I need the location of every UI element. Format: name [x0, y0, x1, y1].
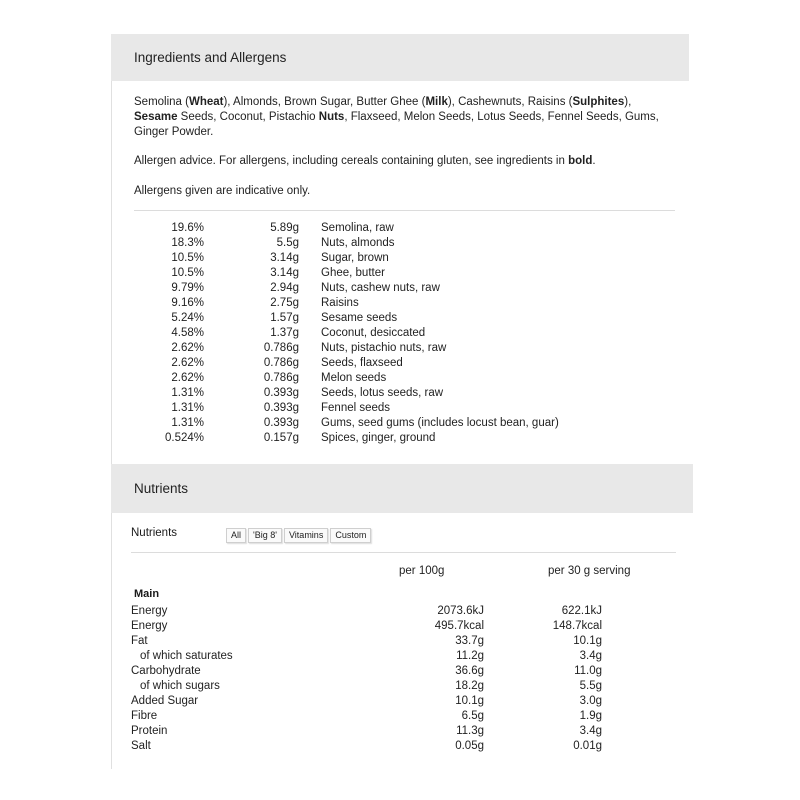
composition-name: Sesame seeds [321, 312, 398, 324]
nutrient-name: Salt [131, 740, 151, 752]
nutrient-serving: 11.0g [574, 665, 602, 677]
nutrient-per100: 6.5g [461, 710, 484, 722]
composition-grams: 2.94g [270, 282, 299, 294]
nutrient-serving: 3.0g [579, 695, 602, 707]
composition-percent: 19.6% [171, 222, 204, 234]
composition-grams: 1.57g [270, 312, 299, 324]
composition-row [134, 281, 674, 296]
filter-button-vitamins[interactable]: Vitamins [284, 528, 328, 543]
composition-percent: 2.62% [171, 357, 204, 369]
nutrient-per100: 36.6g [455, 665, 484, 677]
nutrient-serving: 622.1kJ [561, 605, 602, 617]
nutrient-per100: 11.3g [456, 725, 484, 737]
divider [131, 552, 676, 553]
composition-percent: 4.58% [171, 327, 204, 339]
nutrient-row [131, 679, 691, 694]
nutrient-group-label: Main [134, 588, 160, 600]
composition-row [134, 236, 674, 251]
ingredients-list-text [134, 95, 674, 140]
nutrients-filter-label: Nutrients [131, 527, 178, 539]
composition-row [134, 341, 674, 356]
composition-name: Seeds, flaxseed [321, 357, 403, 369]
composition-grams: 0.786g [263, 357, 299, 369]
composition-grams: 5.5g [276, 237, 299, 249]
allergen-bold: Nuts [318, 111, 345, 123]
composition-name: Semolina, raw [321, 222, 394, 234]
composition-name: Fennel seeds [321, 402, 391, 414]
composition-percent: 10.5% [171, 267, 204, 279]
composition-percent: 1.31% [171, 387, 204, 399]
nutrient-per100: 18.2g [455, 680, 484, 692]
nutrient-row [131, 724, 691, 739]
composition-name: Nuts, cashew nuts, raw [321, 282, 440, 294]
composition-percent: 18.3% [171, 237, 204, 249]
nutrient-per100: 33.7g [455, 635, 484, 647]
composition-row [134, 311, 674, 326]
ingredient-text: , Flaxseed, Melon Seeds, Lotus Seeds, Fennel Seeds, Gums, Ginger Powder. [134, 111, 659, 138]
nutrient-name: Fibre [131, 710, 158, 722]
composition-grams: 2.75g [270, 297, 299, 309]
composition-name: Nuts, almonds [321, 237, 395, 249]
nutrient-serving: 1.9g [579, 710, 602, 722]
nutrient-serving: 3.4g [579, 650, 602, 662]
nutrient-row [131, 649, 691, 664]
composition-row [134, 251, 674, 266]
composition-grams: 5.89g [270, 222, 299, 234]
composition-percent: 0.524% [164, 432, 204, 444]
composition-percent: 5.24% [171, 312, 204, 324]
composition-percent: 10.5% [171, 252, 204, 264]
nutrient-serving: 0.01g [573, 740, 602, 752]
composition-name: Gums, seed gums (includes locust bean, guar) [321, 417, 559, 429]
composition-row [134, 296, 674, 311]
filter-button-big8[interactable]: 'Big 8' [248, 528, 282, 543]
divider [134, 210, 675, 211]
nutrient-serving: 3.4g [579, 725, 602, 737]
ingredients-header [111, 34, 689, 81]
nutrient-per100: 495.7kcal [434, 620, 484, 632]
nutrient-name: Energy [131, 620, 168, 632]
allergen-bold: Sulphites [572, 96, 625, 108]
composition-percent: 9.16% [171, 297, 204, 309]
allergen-advice [134, 154, 674, 169]
nutrient-name: of which saturates [140, 650, 233, 662]
composition-grams: 3.14g [270, 267, 299, 279]
col-header-serving: per 30 g serving [548, 565, 631, 577]
composition-name: Sugar, brown [321, 252, 389, 264]
ingredient-text: ), Almonds, Brown Sugar, Butter Ghee ( [223, 96, 426, 108]
allergen-bold: Sesame [134, 111, 178, 123]
ingredient-text: ), Cashewnuts, Raisins ( [447, 96, 573, 108]
nutrient-name: Protein [131, 725, 168, 737]
nutrient-row [131, 634, 691, 649]
nutrient-name: Carbohydrate [131, 665, 201, 677]
composition-row [134, 326, 674, 341]
ingredient-text: Seeds, Coconut, Pistachio [177, 111, 319, 123]
composition-row [134, 371, 674, 386]
composition-row [134, 221, 674, 236]
nutrient-serving: 10.1g [573, 635, 602, 647]
composition-grams: 0.786g [263, 342, 299, 354]
filter-button-all[interactable]: All [226, 528, 246, 543]
ingredients-panel [111, 34, 689, 81]
composition-row [134, 431, 674, 446]
composition-grams: 0.393g [263, 402, 299, 414]
composition-grams: 0.157g [263, 432, 299, 444]
composition-percent: 1.31% [171, 417, 204, 429]
composition-name: Coconut, desiccated [321, 327, 426, 339]
nutrient-row [131, 739, 691, 754]
nutrient-serving: 148.7kcal [552, 620, 602, 632]
allergen-advice-bold: bold [568, 155, 593, 167]
filter-button-custom[interactable]: Custom [330, 528, 371, 543]
nutrient-name: Energy [131, 605, 168, 617]
composition-row [134, 386, 674, 401]
nutrient-row [131, 709, 691, 724]
allergen-bold: Wheat [188, 96, 224, 108]
composition-name: Raisins [321, 297, 359, 309]
nutrient-row [131, 694, 691, 709]
panel-border [111, 34, 112, 769]
composition-grams: 0.393g [263, 387, 299, 399]
composition-row [134, 356, 674, 371]
ingredient-text: Semolina ( [134, 96, 189, 108]
nutrient-per100: 11.2g [456, 650, 484, 662]
nutrient-per100: 0.05g [455, 740, 484, 752]
composition-name: Nuts, pistachio nuts, raw [321, 342, 447, 354]
nutrient-row [131, 604, 691, 619]
allergen-bold: Milk [425, 96, 448, 108]
nutrient-row [131, 619, 691, 634]
composition-row [134, 401, 674, 416]
nutrient-name: Fat [131, 635, 148, 647]
allergen-advice-end: . [592, 155, 596, 167]
composition-percent: 1.31% [171, 402, 204, 414]
composition-name: Seeds, lotus seeds, raw [321, 387, 444, 399]
composition-row [134, 416, 674, 431]
ingredients-title: Ingredients and Allergens [134, 50, 287, 65]
composition-grams: 0.393g [263, 417, 299, 429]
nutrients-panel [111, 464, 689, 513]
composition-grams: 3.14g [270, 252, 299, 264]
allergen-advice-text: Allergen advice. For allergens, including cereals containing gluten, see ingredients in [134, 155, 569, 167]
composition-percent: 9.79% [171, 282, 204, 294]
nutrient-serving: 5.5g [579, 680, 602, 692]
composition-percent: 2.62% [171, 372, 204, 384]
composition-name: Spices, ginger, ground [321, 432, 436, 444]
composition-name: Melon seeds [321, 372, 387, 384]
allergen-indicative: Allergens given are indicative only. [134, 185, 311, 197]
composition-row [134, 266, 674, 281]
nutrient-name: of which sugars [140, 680, 220, 692]
nutrient-filter-buttons [226, 528, 373, 543]
nutrients-title: Nutrients [134, 481, 189, 496]
col-header-per100: per 100g [399, 565, 445, 577]
nutrient-per100: 10.1g [455, 695, 484, 707]
nutrient-per100: 2073.6kJ [437, 605, 484, 617]
nutrient-name: Added Sugar [131, 695, 199, 707]
composition-grams: 0.786g [263, 372, 299, 384]
ingredient-text: ), [624, 96, 632, 108]
nutrient-row [131, 664, 691, 679]
composition-percent: 2.62% [171, 342, 204, 354]
composition-name: Ghee, butter [321, 267, 385, 279]
composition-grams: 1.37g [270, 327, 299, 339]
nutrients-header [111, 464, 693, 513]
